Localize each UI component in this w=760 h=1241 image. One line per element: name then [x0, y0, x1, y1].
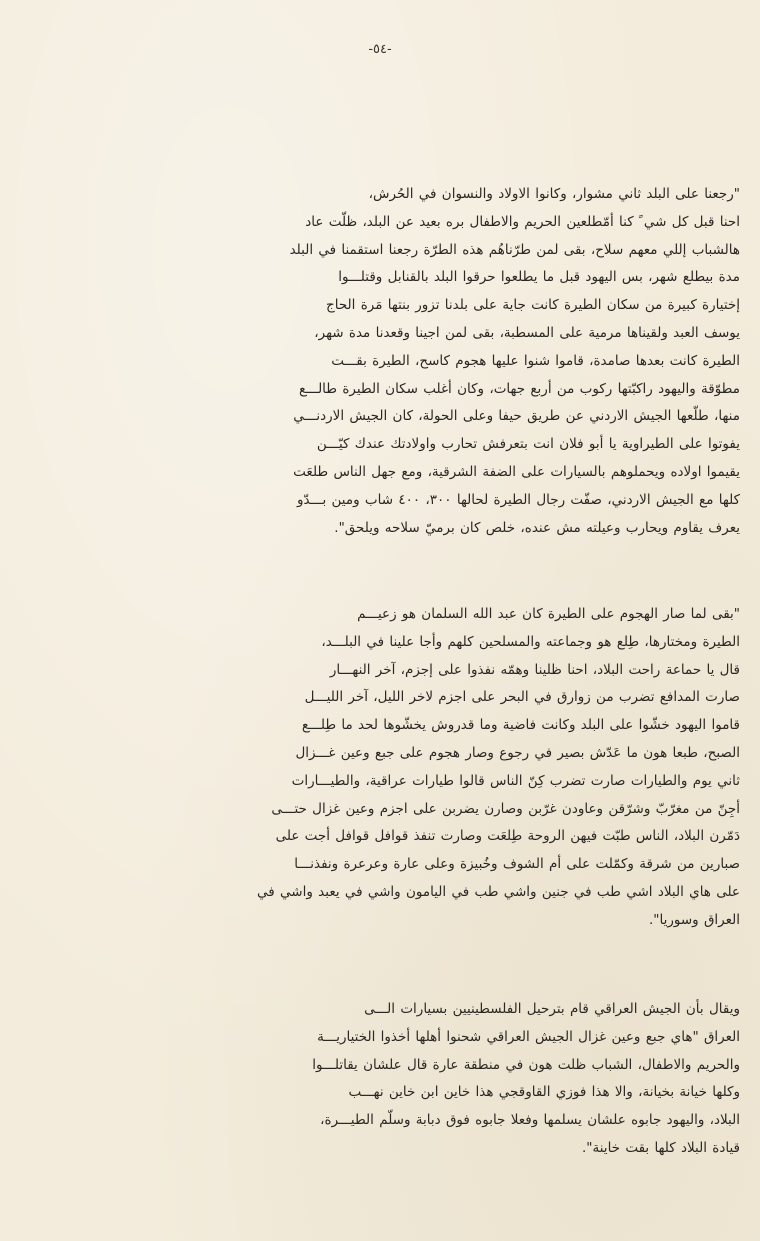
text-line: يعرف يقاوم ويحارب وعيلته مش عنده، خلص كان برميّ سلاحه ويلحق". — [334, 519, 740, 536]
text-line: قيادة البلاد كلها بقت خاينة". — [582, 1139, 740, 1156]
text-line: العراق "هاي جبع وعين غزال الجيش العراقي شحنوا أهلها أخذوا الختياريـــة — [317, 1028, 740, 1045]
text-line: منها، طلّعها الجيش الاردني عن طريق حيفا وعلى الحولة، كان الجيش الاردنـــي — [293, 408, 740, 425]
text-line: "رجعنا على البلد ثاني مشوار، وكانوا الاولاد والنسوان في الحُرش، — [368, 186, 740, 202]
text-line: أجِنّ من مغرّبّ وشرّقن وعاودن غرّبن وصارن يضربن على اجزم وعين غزال حتـــى — [271, 800, 740, 817]
text-line: يوسف العبد ولقيناها مرمية على المسطبة، بقى لمن اجينا وقعدنا مدة شهر، — [314, 324, 740, 341]
text-line: صبارين من شرقة وكمّلت على أم الشوف وخُبيزة وعلى عارة وعرعرة ونفذنـــا — [294, 856, 740, 873]
text-line: الطيرة ومختارها، طِلع هو وجماعته والمسلحين كلهم وأجا علينا في البلـــد، — [321, 633, 740, 650]
paragraph-1 — [108, 181, 740, 542]
text-line: الطيرة كانت بعدها صامدة، قاموا شنوا عليها هجوم كاسح، الطيرة بقـــت — [331, 352, 740, 369]
text-line: يقيموا اولاده ويحملوهم بالسيارات على الضفة الشرقية، ومع جهل الناس طلعَت — [293, 463, 740, 480]
text-line: مطوّقة واليهود راكبّتها ركوب من أربع جهات، وكان أغلب سكان الطيرة طالـــع — [299, 380, 740, 397]
text-line: على هاي البلاد اشي طب في جنين واشي طب في اليامون واشي في يعبد واشي في — [257, 883, 740, 900]
text-line: البلاد، واليهود جابوه علشان يسلمها وفعلا جابوه فوق دبابة وسلّم الطيـــرة، — [320, 1112, 740, 1129]
text-line: العراق وسوريا". — [648, 911, 740, 928]
text-line: مدة بيطلع شهر، بس اليهود قبل ما يطلعوا حرقوا البلد بالقنابل وقتلـــوا — [338, 269, 740, 286]
text-line: إختيارة كبيرة من سكان الطيرة كانت جاية على بلدنا تزور بنتها مَرة الحاج — [326, 297, 740, 314]
text-line: ويقال بأن الجيش العراقي قام بترحيل الفلسطينيين بسيارات الـــى — [364, 1001, 740, 1017]
text-line: يفوتوا على الطيراوية يا أبو فلان انت بتعرفش تحارب واولادتك عندك كيّـــن — [316, 436, 740, 453]
text-line: كلها مع الجيش الاردني، صفّت رجال الطيرة لحالها ٣٠٠، ٤٠٠ شاب ومين بـــدّو — [297, 491, 740, 508]
page-number: -٥٤- — [368, 42, 392, 57]
text-line: هالشباب إللي معهم سلاح، بقى لمن طرّناهُم هذه الطرّة رجعنا استقمنا في البلد — [289, 241, 740, 258]
text-line: صارت المدافع تضرب من زوارق في البحر على اجزم لاخر الليل، آخر الليـــل — [304, 689, 740, 706]
text-line: والحريم والاطفال، الشباب ظلت هون في منطقة عارة قال علشان يقاتلـــوا — [312, 1056, 740, 1073]
text-line: احنا قبل كل شي ً كنا أمّطلعين الحريم والاطفال بره بعيد عن البلد، ظلّت عاد — [305, 213, 740, 230]
paragraph-2 — [108, 601, 740, 935]
text-line: "بقى لما صار الهجوم على الطيرة كان عبد الله السلمان هو زعيـــم — [357, 606, 740, 622]
text-line: دَمّرن البلاد، الناس طبّت فيهن الروحة طِلعَت وصارت تنفذ قوافل قوافل أجت على — [275, 828, 740, 845]
text-line: قال يا حماعة راحت البلاد، احنا ظلينا وهمّه نفذوا على إجزم، آخر النهـــار — [329, 661, 740, 678]
text-line: وكلها خيانة بخيانة، والا هذا فوزي القاوقجي هذا خاين ابن خاين نهـــب — [348, 1084, 740, 1101]
text-line: قاموا اليهود خشّوا على البلد وكانت فاضية وما قدروش يخشّوها لحد ما طِلـــع — [301, 717, 740, 734]
text-line: ثاني يوم والطيارات صارت تضرب كِنّ الناس قالوا طيارات عراقية، والطيـــارات — [291, 772, 740, 789]
paragraph-3 — [108, 996, 740, 1163]
text-line: الصبح، طبعا هون ما عَدّش بصير في رجوع وصار هجوم على جبع وعين غـــزال — [295, 744, 740, 761]
